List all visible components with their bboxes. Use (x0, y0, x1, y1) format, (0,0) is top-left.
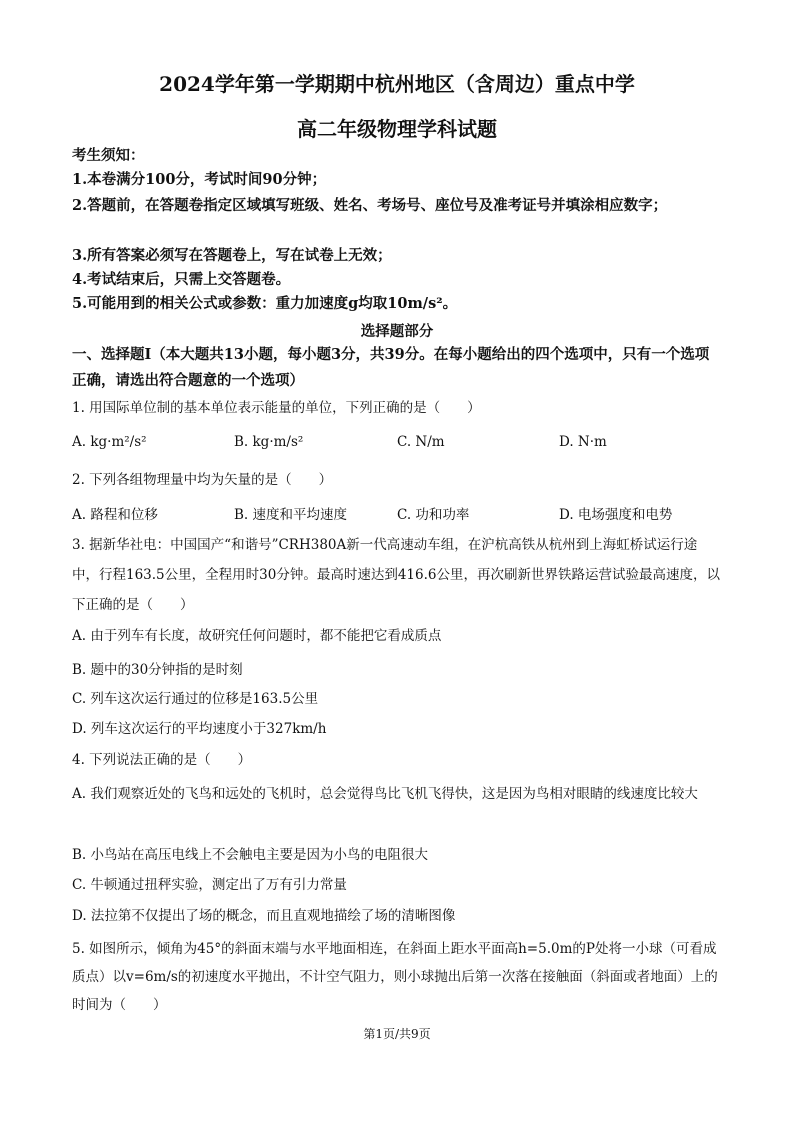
question-1-option-b: B. kg·m/s² (234, 434, 304, 450)
exam-title: 2024学年第一学期期中杭州地区（含周边）重点中学 (159, 72, 635, 96)
question-4-option-b: B. 小鸟站在高压电线上不会触电主要是因为小鸟的电阻很大 (72, 847, 429, 863)
question-3-option-c: C. 列车这次运行通过的位移是163.5公里 (72, 691, 319, 707)
question-2-option-a: A. 路程和位移 (72, 507, 158, 523)
question-4-option-d: D. 法拉第不仅提出了场的概念，而且直观地描绘了场的清晰图像 (72, 908, 456, 924)
notice-heading: 考生须知： (72, 147, 145, 164)
question-2-stem: 2. 下列各组物理量中均为矢量的是（ ） (72, 472, 333, 488)
question-1-option-c: C. N/m (397, 434, 445, 450)
question-1-option-a: A. kg·m²/s² (72, 434, 147, 450)
question-4-option-a: A. 我们观察近处的飞鸟和远处的飞机时，总会觉得鸟比飞机飞得快，这是因为鸟相对眼睛的线速度比较大 (72, 786, 698, 802)
question-1-options (72, 434, 722, 456)
notice-item-1: 1.本卷满分100分，考试时间90分钟； (72, 171, 327, 188)
exam-subtitle: 高二年级物理学科试题 (297, 117, 497, 141)
question-1-stem: 1. 用国际单位制的基本单位表示能量的单位，下列正确的是（ ） (72, 400, 481, 416)
notice-item-3: 3.所有答案必须写在答题卷上，写在试卷上无效； (72, 247, 392, 264)
notice-item-2: 2.答题前，在答题卷指定区域填写班级、姓名、考场号、座位号及准考证号并填涂相应数字； (72, 197, 668, 214)
question-4-option-c: C. 牛顿通过扭秤实验，测定出了万有引力常量 (72, 877, 347, 893)
question-2-option-b: B. 速度和平均速度 (234, 507, 348, 523)
question-3-option-a: A. 由于列车有长度，故研究任何问题时，都不能把它看成质点 (72, 628, 442, 644)
question-2-option-c: C. 功和功率 (397, 507, 470, 523)
question-2-option-d: D. 电场强度和电势 (559, 507, 673, 523)
question-5-stem: 5. 如图所示，倾角为45°的斜面末端与水平地面相连，在斜面上距水平面高h=5.0m的P处将一小球（可看成质点）以v=6m/s的初速度水平抛出，不计空气阻力，则小球抛出后第一次落在接触面（斜面或者地面）上的时间为（ ） (72, 941, 718, 1013)
question-2-options (72, 503, 722, 525)
section-one-heading: 一、选择题Ⅰ（本大题共13小题，每小题3分，共39分。在每小题给出的四个选项中，只有一个选项正确，请选出符合题意的一个选项） (72, 346, 710, 389)
page-number: 第1页/共9页 (363, 1027, 431, 1041)
question-1-option-d: D. N·m (559, 434, 607, 450)
notice-item-5: 5.可能用到的相关公式或参数：重力加速度g均取10m/s²。 (72, 295, 458, 312)
question-3-stem: 3. 据新华社电：中国国产“和谐号”CRH380A新一代高速动车组，在沪杭高铁从杭州到上海虹桥试运行途中，行程163.5公里，全程用时30分钟。最高时速达到416.6公里，再次刷新世界铁路运营试验最高速度，以下正确的是（ ） (72, 537, 720, 613)
notice-item-4: 4.考试结束后，只需上交答题卷。 (72, 271, 291, 288)
question-3-option-d: D. 列车这次运行的平均速度小于327km/h (72, 721, 327, 737)
question-4-stem: 4. 下列说法正确的是（ ） (72, 752, 252, 768)
question-3-option-b: B. 题中的30分钟指的是时刻 (72, 662, 243, 678)
section-title: 选择题部分 (360, 323, 434, 340)
